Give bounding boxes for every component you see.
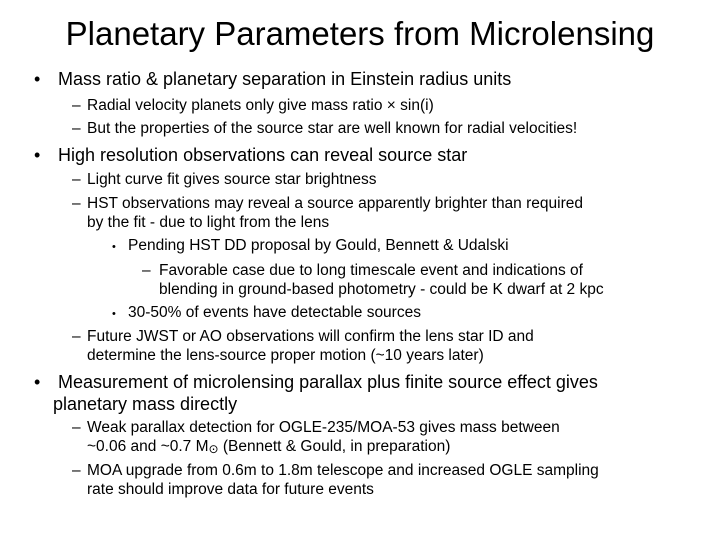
- sub-bullet-text-line1: HST observations may reveal a source apparently brighter than required: [87, 195, 583, 212]
- level4-bullet-favorable-case: [142, 261, 604, 299]
- bullet-marker: •: [34, 69, 41, 89]
- dash-marker: –: [72, 328, 81, 345]
- sub-bullet-radial-velocity: [72, 96, 434, 115]
- sub-sub-bullet-text: 30-50% of events have detectable sources: [128, 304, 421, 321]
- dash-marker: –: [72, 171, 81, 188]
- sub-bullet-text: Light curve fit gives source star brightness: [87, 171, 377, 188]
- sub-bullet-hst-observations: [72, 194, 583, 232]
- dash-marker: –: [72, 195, 81, 212]
- level4-bullet-text-line1: Favorable case due to long timescale event and indications of: [159, 262, 583, 279]
- sub-bullet-text-line1: Future JWST or AO observations will confirm the lens star ID and: [87, 328, 534, 345]
- level4-bullet-text-line2: blending in ground-based photometry - could be K dwarf at 2 kpc: [159, 281, 604, 298]
- bullet-marker: •: [112, 308, 116, 320]
- sub-bullet-text-line1: Weak parallax detection for OGLE-235/MOA-53 gives mass between: [87, 419, 560, 436]
- sub-bullet-source-properties: [72, 119, 577, 138]
- slide-title: Planetary Parameters from Microlensing: [65, 15, 655, 52]
- mass-range-text: ~0.06 and ~0.7 M: [87, 438, 209, 455]
- sub-bullet-weak-parallax: [72, 418, 560, 457]
- sub-bullet-text: But the properties of the source star are well known for radial velocities!: [87, 120, 578, 137]
- sub-bullet-text: Radial velocity planets only give mass ratio × sin(i): [87, 97, 434, 114]
- sub-bullet-text-line2: by the fit - due to light from the lens: [87, 214, 330, 231]
- sub-bullet-text-line2: determine the lens-source proper motion (~10 years later): [87, 347, 484, 364]
- bullet-parallax-measurement: [34, 371, 598, 415]
- sub-sub-bullet-hst-proposal: [112, 236, 509, 255]
- sub-bullet-light-curve: [72, 170, 376, 189]
- bullet-text: Mass ratio & planetary separation in Einstein radius units: [58, 69, 512, 89]
- bullet-marker: •: [34, 145, 41, 165]
- sub-sub-bullet-text: Pending HST DD proposal by Gould, Bennett & Udalski: [128, 237, 509, 254]
- sub-bullet-text-line2: rate should improve data for future events: [87, 481, 374, 498]
- bullet-text: High resolution observations can reveal source star: [58, 145, 468, 165]
- bullet-marker: •: [34, 372, 41, 392]
- dash-marker: –: [72, 120, 81, 137]
- bullet-text-line1: Measurement of microlensing parallax plus finite source effect gives: [58, 372, 598, 392]
- bullet-marker: •: [112, 241, 116, 253]
- solar-mass-symbol: ⊙: [208, 442, 219, 456]
- bullet-text-line2: planetary mass directly: [53, 394, 238, 414]
- bullet-mass-ratio: [34, 68, 511, 90]
- dash-marker: –: [142, 262, 151, 279]
- sub-bullet-moa-upgrade: [72, 461, 599, 499]
- sub-bullet-jwst-ao: [72, 327, 534, 365]
- sub-bullet-text-line1: MOA upgrade from 0.6m to 1.8m telescope and increased OGLE sampling: [87, 462, 599, 479]
- citation-text: (Bennett & Gould, in preparation): [218, 438, 451, 455]
- sub-sub-bullet-detectable-sources: [112, 303, 421, 322]
- dash-marker: –: [72, 97, 81, 114]
- dash-marker: –: [72, 419, 81, 436]
- sub-bullet-text-line2: [87, 437, 560, 457]
- dash-marker: –: [72, 462, 81, 479]
- bullet-high-resolution: [34, 144, 467, 166]
